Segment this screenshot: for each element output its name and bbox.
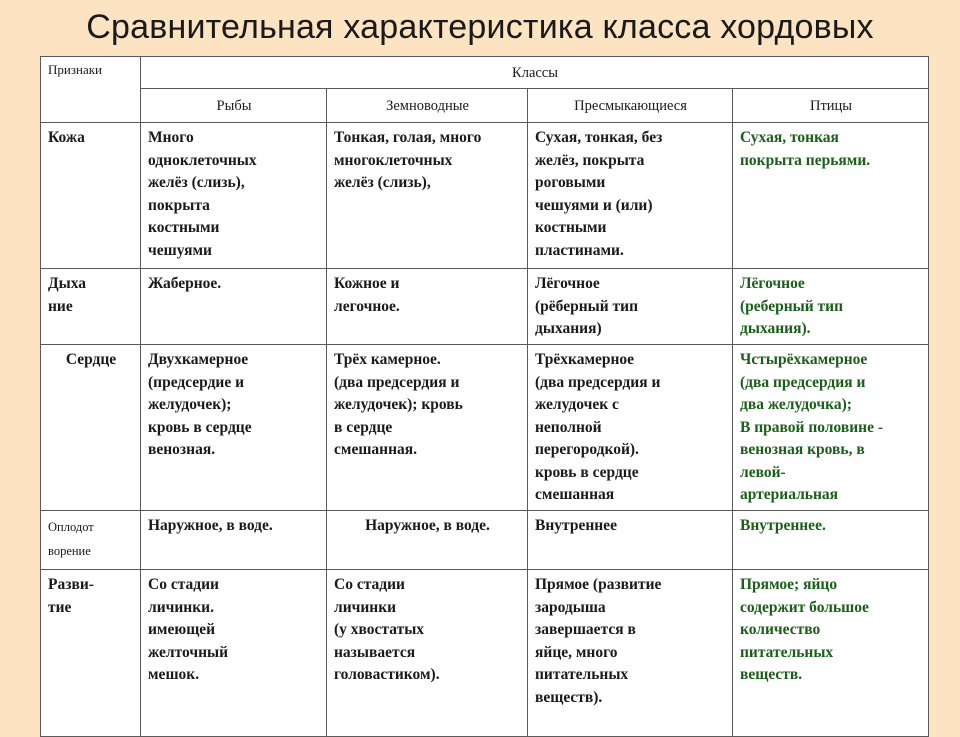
feature-header: Признаки xyxy=(41,57,141,123)
cell-line: Внутреннее xyxy=(535,517,617,534)
cell-fish-heart xyxy=(141,345,327,511)
cell-amphibians-skin xyxy=(327,123,528,269)
cell-reptiles-development xyxy=(528,570,733,737)
cell-line: два желудочка); xyxy=(740,396,852,413)
cell-line: Тонкая, голая, много xyxy=(334,129,482,146)
cell-line: Лёгочное xyxy=(740,275,805,292)
cell-line: Кожное и xyxy=(334,275,400,292)
cell-line: веществ). xyxy=(535,688,603,706)
cell-line: (рёберный тип xyxy=(535,297,639,315)
cell-line: венозная кровь, в xyxy=(740,441,865,458)
cell-reptiles-breathing xyxy=(528,269,733,345)
cell-line: Со стадии xyxy=(334,576,405,593)
cell-fish-breathing xyxy=(141,269,327,345)
cell-birds-development xyxy=(733,570,929,737)
cell-line: желточный xyxy=(148,643,229,661)
cell-line: костными xyxy=(148,219,220,236)
cell-line: желудочек с xyxy=(535,396,619,413)
column-header-amphibians: Земноводные xyxy=(327,89,528,123)
cell-fish-skin xyxy=(141,123,327,269)
row-feature-development xyxy=(41,570,141,737)
cell-line: перегородкой). xyxy=(535,441,639,458)
cell-amphibians-development xyxy=(327,570,528,737)
cell-line: Лёгочное xyxy=(535,275,600,292)
cell-line: кровь в сердце xyxy=(535,463,639,481)
cell-line: Чстырёхкамерное xyxy=(740,351,868,368)
cell-line: кровь в сердце xyxy=(148,418,252,436)
table-row xyxy=(41,123,929,269)
cell-amphibians-breathing xyxy=(327,269,528,345)
cell-line: желудочек); кровь xyxy=(334,396,463,413)
cell-line: Трёх камерное. xyxy=(334,351,441,368)
cell-line: содержит большое xyxy=(740,598,869,616)
row-feature-line: Оплодот xyxy=(48,520,94,534)
column-header-birds: Птицы xyxy=(733,89,929,123)
column-header-fish: Рыбы xyxy=(141,89,327,123)
cell-line: Сухая, тонкая xyxy=(740,129,839,146)
table-header-row xyxy=(41,57,929,89)
cell-birds-breathing xyxy=(733,269,929,345)
cell-line: покрыта перьями. xyxy=(740,151,871,169)
cell-line: пластинами. xyxy=(535,241,624,259)
cell-line: желудочек); xyxy=(148,396,232,413)
page-title: Сравнительная характеристика класса хордовых xyxy=(86,8,874,46)
row-feature-line: Разви- xyxy=(48,576,94,593)
cell-line: смешанная. xyxy=(334,441,418,458)
table-row xyxy=(41,570,929,737)
cell-line: В правой половине - xyxy=(740,418,884,436)
cell-line: Наружное, в воде. xyxy=(365,517,490,534)
row-feature-line: ворение xyxy=(48,544,91,558)
cell-line: в сердце xyxy=(334,418,393,436)
cell-reptiles-fertilization xyxy=(528,511,733,570)
cell-line: Много xyxy=(148,129,194,146)
cell-line: Прямое; яйцо xyxy=(740,576,838,593)
cell-fish-fertilization xyxy=(141,511,327,570)
row-feature-fertilization xyxy=(41,511,141,570)
cell-line: Жаберное. xyxy=(148,275,222,292)
cell-line: Сухая, тонкая, без xyxy=(535,129,663,146)
cell-line: (предсердие и xyxy=(148,373,245,391)
cell-line: Внутреннее. xyxy=(740,517,826,534)
cell-line: веществ. xyxy=(740,666,803,683)
cell-line: левой- xyxy=(740,463,786,481)
cell-line: Двухкамерное xyxy=(148,351,249,368)
cell-line: количество xyxy=(740,621,821,638)
cell-line: желёз, покрыта xyxy=(535,151,645,169)
row-feature-line: Сердце xyxy=(65,351,117,368)
cell-line: чешуями и (или) xyxy=(535,196,653,214)
cell-line: смешанная xyxy=(535,486,615,503)
classes-header: Классы xyxy=(141,57,929,89)
table-row xyxy=(41,345,929,511)
cell-line: легочное. xyxy=(334,297,400,315)
cell-line: (два предсердия и xyxy=(740,373,866,391)
cell-line: головастиком). xyxy=(334,666,440,683)
cell-line: одноклеточных xyxy=(148,151,257,169)
cell-line: покрыта xyxy=(148,196,210,214)
cell-amphibians-fertilization xyxy=(327,511,528,570)
cell-line: желёз (слизь), xyxy=(334,174,431,191)
cell-birds-skin xyxy=(733,123,929,269)
cell-line: завершается в xyxy=(535,621,636,638)
cell-line: роговыми xyxy=(535,174,606,191)
cell-line: дыхания). xyxy=(740,320,811,337)
comparison-table xyxy=(40,56,929,737)
cell-line: личинки. xyxy=(148,598,214,616)
cell-fish-development xyxy=(141,570,327,737)
class-names-row xyxy=(41,89,929,123)
cell-line: желёз (слизь), xyxy=(148,174,245,191)
cell-amphibians-heart xyxy=(327,345,528,511)
cell-line: питательных xyxy=(535,666,629,683)
cell-line: называется xyxy=(334,643,416,661)
cell-line: питательных xyxy=(740,643,834,661)
cell-line: (два предсердия и xyxy=(334,373,460,391)
cell-line: дыхания) xyxy=(535,320,602,337)
row-feature-breathing xyxy=(41,269,141,345)
cell-line: зародыша xyxy=(535,598,606,616)
cell-birds-heart xyxy=(733,345,929,511)
cell-reptiles-skin xyxy=(528,123,733,269)
row-feature-line: Кожа xyxy=(48,129,85,146)
cell-line: чешуями xyxy=(148,241,212,259)
cell-line: Прямое (развитие xyxy=(535,576,662,593)
column-header-reptiles: Пресмыкающиеся xyxy=(528,89,733,123)
cell-line: личинки xyxy=(334,598,397,616)
cell-line: (у хвостатых xyxy=(334,621,425,638)
cell-line: неполной xyxy=(535,418,602,436)
cell-line: костными xyxy=(535,219,607,236)
table-row xyxy=(41,511,929,570)
cell-line: многоклеточных xyxy=(334,151,453,169)
row-feature-skin xyxy=(41,123,141,269)
cell-line: Со стадии xyxy=(148,576,219,593)
cell-line: Наружное, в воде. xyxy=(148,517,273,534)
cell-line: артериальная xyxy=(740,486,839,503)
cell-line: мешок. xyxy=(148,666,200,683)
cell-line: яйце, много xyxy=(535,643,618,661)
cell-line: имеющей xyxy=(148,621,216,638)
cell-birds-fertilization xyxy=(733,511,929,570)
row-feature-line: Дыха xyxy=(48,275,87,292)
cell-line: (реберный тип xyxy=(740,297,844,315)
row-feature-heart xyxy=(41,345,141,511)
row-feature-line: тие xyxy=(48,598,72,616)
row-feature-line: ние xyxy=(48,297,73,315)
cell-line: (два предсердия и xyxy=(535,373,661,391)
cell-line: венозная. xyxy=(148,441,216,458)
cell-reptiles-heart xyxy=(528,345,733,511)
table-row xyxy=(41,269,929,345)
cell-line: Трёхкамерное xyxy=(535,351,635,368)
